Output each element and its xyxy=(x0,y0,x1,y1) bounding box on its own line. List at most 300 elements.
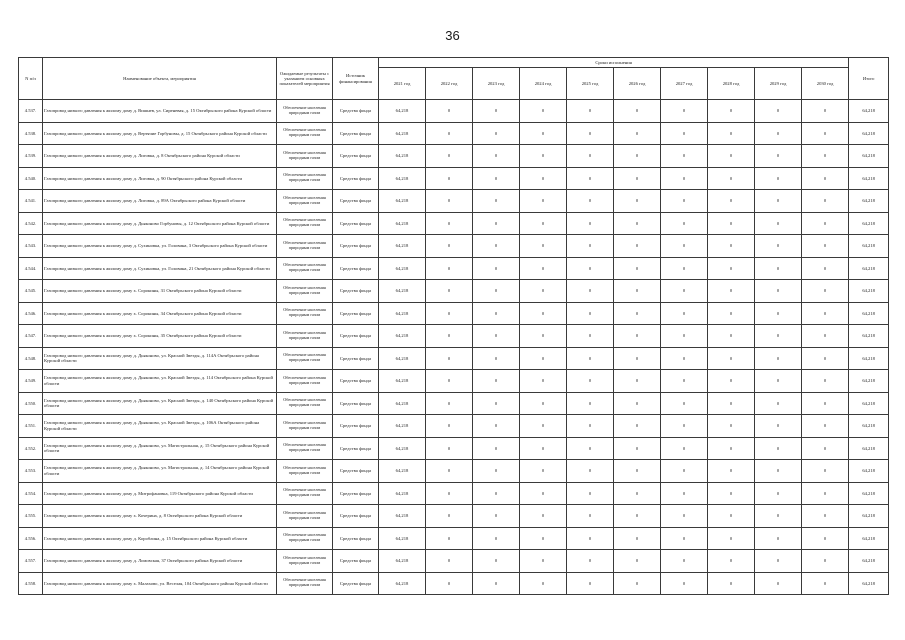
row-year-value: 0 xyxy=(708,572,755,595)
row-year-value: 0 xyxy=(661,347,708,370)
row-object-name: Газопровод низкого давления к жилому дому д. Лиговка, д. 90 Октябрьского района Курской области xyxy=(43,167,277,190)
header-year: 2029 год xyxy=(755,68,802,100)
row-funding-source: Средства фонда xyxy=(333,527,379,550)
row-year-value: 0 xyxy=(473,257,520,280)
row-year-value: 0 xyxy=(708,235,755,258)
row-expected-result: Обеспечение населения природным газом xyxy=(277,415,333,438)
row-number: 4.556. xyxy=(19,527,43,550)
row-object-name: Газопровод низкого давления к жилому дому х. Сорокины, 35 Октябрьского района Курской области xyxy=(43,325,277,348)
row-year-value: 0 xyxy=(473,145,520,168)
row-funding-source: Средства фонда xyxy=(333,347,379,370)
row-number: 4.541. xyxy=(19,190,43,213)
row-total: 64,218 xyxy=(849,482,889,505)
row-year-value: 0 xyxy=(473,280,520,303)
row-year-value: 0 xyxy=(567,572,614,595)
row-year-value: 0 xyxy=(520,460,567,483)
row-total: 64,218 xyxy=(849,257,889,280)
row-year-value: 0 xyxy=(802,370,849,393)
row-year-value: 0 xyxy=(708,325,755,348)
row-year-value: 0 xyxy=(802,235,849,258)
table-row xyxy=(19,392,889,415)
row-object-name: Газопровод низкого давления к жилому дому д. Лиговка, д. 89А Октябрьского района Курской области xyxy=(43,190,277,213)
row-total: 64,218 xyxy=(849,505,889,528)
row-object-name: Газопровод низкого давления к жилому дому д. Лиговка, д. 8 Октябрьского района Курской области xyxy=(43,145,277,168)
row-year-value: 0 xyxy=(473,572,520,595)
row-year-value: 0 xyxy=(567,415,614,438)
row-year-value: 0 xyxy=(520,257,567,280)
row-number: 4.553. xyxy=(19,460,43,483)
row-year-value: 0 xyxy=(614,572,661,595)
row-year-value: 0 xyxy=(520,100,567,123)
row-year-value: 0 xyxy=(567,257,614,280)
row-number: 4.554. xyxy=(19,482,43,505)
row-total: 64,218 xyxy=(849,370,889,393)
row-funding-source: Средства фонда xyxy=(333,235,379,258)
row-total: 64,218 xyxy=(849,167,889,190)
table-row xyxy=(19,145,889,168)
row-year-value: 0 xyxy=(661,370,708,393)
row-year-value: 0 xyxy=(567,482,614,505)
row-year-value: 0 xyxy=(426,257,473,280)
row-year-value: 0 xyxy=(708,257,755,280)
row-year-value: 0 xyxy=(802,572,849,595)
row-year-value: 0 xyxy=(802,392,849,415)
row-funding-source: Средства фонда xyxy=(333,460,379,483)
program-table xyxy=(18,57,889,595)
header-result: Ожидаемые результаты с указанием основных показателей мероприятия xyxy=(277,58,333,100)
row-year-value: 0 xyxy=(426,392,473,415)
row-funding-source: Средства фонда xyxy=(333,302,379,325)
row-funding-source: Средства фонда xyxy=(333,190,379,213)
table-row xyxy=(19,257,889,280)
row-expected-result: Обеспечение населения природным газом xyxy=(277,212,333,235)
row-number: 4.544. xyxy=(19,257,43,280)
row-funding-source: Средства фонда xyxy=(333,280,379,303)
row-expected-result: Обеспечение населения природным газом xyxy=(277,280,333,303)
row-year-value: 0 xyxy=(473,437,520,460)
table-row xyxy=(19,235,889,258)
row-year-value: 64,218 xyxy=(379,325,426,348)
row-year-value: 0 xyxy=(708,527,755,550)
row-expected-result: Обеспечение населения природным газом xyxy=(277,122,333,145)
row-year-value: 64,218 xyxy=(379,145,426,168)
table-row xyxy=(19,505,889,528)
row-year-value: 64,218 xyxy=(379,212,426,235)
row-total: 64,218 xyxy=(849,437,889,460)
row-year-value: 0 xyxy=(802,190,849,213)
row-year-value: 0 xyxy=(708,100,755,123)
row-total: 64,218 xyxy=(849,325,889,348)
row-total: 64,218 xyxy=(849,302,889,325)
row-year-value: 0 xyxy=(426,167,473,190)
row-year-value: 64,218 xyxy=(379,347,426,370)
row-year-value: 0 xyxy=(802,280,849,303)
row-object-name: Газопровод низкого давления к жилому дому х. Сорокины, 31 Октябрьского района Курской области xyxy=(43,280,277,303)
row-year-value: 0 xyxy=(567,527,614,550)
row-year-value: 0 xyxy=(520,280,567,303)
row-total: 64,218 xyxy=(849,280,889,303)
row-year-value: 0 xyxy=(473,415,520,438)
row-year-value: 0 xyxy=(708,415,755,438)
row-year-value: 64,218 xyxy=(379,527,426,550)
row-object-name: Газопровод низкого давления к жилому дому д. Сухиновка, ул. Головина, 3 Октябрьского района Курской области xyxy=(43,235,277,258)
row-year-value: 0 xyxy=(567,370,614,393)
row-year-value: 0 xyxy=(802,482,849,505)
row-year-value: 0 xyxy=(755,347,802,370)
row-year-value: 0 xyxy=(520,212,567,235)
row-year-value: 0 xyxy=(661,572,708,595)
row-year-value: 0 xyxy=(755,505,802,528)
table-row xyxy=(19,167,889,190)
row-year-value: 0 xyxy=(708,280,755,303)
row-year-value: 0 xyxy=(567,100,614,123)
row-year-value: 64,218 xyxy=(379,122,426,145)
row-year-value: 0 xyxy=(661,257,708,280)
row-year-value: 0 xyxy=(708,505,755,528)
table-row xyxy=(19,550,889,573)
row-funding-source: Средства фонда xyxy=(333,392,379,415)
row-funding-source: Средства фонда xyxy=(333,122,379,145)
row-object-name: Газопровод низкого давления к жилому дому д. Дьяконово, ул. Красной Звезды, д. 114А Октябрьского района Курской области xyxy=(43,347,277,370)
row-year-value: 0 xyxy=(755,280,802,303)
row-year-value: 0 xyxy=(614,347,661,370)
table-row xyxy=(19,347,889,370)
row-year-value: 0 xyxy=(661,437,708,460)
row-year-value: 0 xyxy=(755,550,802,573)
row-year-value: 0 xyxy=(426,235,473,258)
row-number: 4.557. xyxy=(19,550,43,573)
header-source: Источник финансирования xyxy=(333,58,379,100)
row-year-value: 64,218 xyxy=(379,437,426,460)
row-year-value: 0 xyxy=(426,572,473,595)
row-object-name: Газопровод низкого давления к жилому дому х. Кочерина, д. 8 Октябрьского района Курской области xyxy=(43,505,277,528)
row-year-value: 0 xyxy=(520,572,567,595)
row-number: 4.539. xyxy=(19,145,43,168)
row-year-value: 0 xyxy=(520,437,567,460)
row-year-value: 0 xyxy=(567,460,614,483)
row-year-value: 0 xyxy=(661,167,708,190)
row-year-value: 0 xyxy=(755,325,802,348)
row-year-value: 0 xyxy=(567,212,614,235)
table-row xyxy=(19,527,889,550)
row-year-value: 0 xyxy=(661,280,708,303)
row-total: 64,218 xyxy=(849,392,889,415)
row-year-value: 0 xyxy=(614,370,661,393)
row-object-name: Газопровод низкого давления к жилому дому д. Дьяконово, ул. Красной Звезды, д. 114 Октябрьского района Курской области xyxy=(43,370,277,393)
row-year-value: 0 xyxy=(614,325,661,348)
row-year-value: 0 xyxy=(520,190,567,213)
table-row xyxy=(19,415,889,438)
row-year-value: 0 xyxy=(802,505,849,528)
row-object-name: Газопровод низкого давления к жилому дому х. Сорокины, 34 Октябрьского района Курской области xyxy=(43,302,277,325)
header-year: 2021 год xyxy=(379,68,426,100)
row-year-value: 0 xyxy=(661,302,708,325)
row-expected-result: Обеспечение населения природным газом xyxy=(277,235,333,258)
row-year-value: 0 xyxy=(708,550,755,573)
row-year-value: 0 xyxy=(755,437,802,460)
row-expected-result: Обеспечение населения природным газом xyxy=(277,527,333,550)
row-year-value: 0 xyxy=(614,145,661,168)
row-year-value: 0 xyxy=(802,325,849,348)
row-number: 4.555. xyxy=(19,505,43,528)
row-number: 4.549. xyxy=(19,370,43,393)
row-total: 64,218 xyxy=(849,550,889,573)
row-year-value: 0 xyxy=(426,122,473,145)
row-year-value: 64,218 xyxy=(379,572,426,595)
row-year-value: 0 xyxy=(426,505,473,528)
row-year-value: 0 xyxy=(473,212,520,235)
row-funding-source: Средства фонда xyxy=(333,415,379,438)
row-year-value: 0 xyxy=(614,527,661,550)
row-expected-result: Обеспечение населения природным газом xyxy=(277,392,333,415)
row-year-value: 0 xyxy=(567,190,614,213)
row-year-value: 0 xyxy=(473,302,520,325)
row-year-value: 64,218 xyxy=(379,235,426,258)
row-number: 4.540. xyxy=(19,167,43,190)
row-year-value: 0 xyxy=(520,167,567,190)
row-object-name: Газопровод низкого давления к жилому дому д. Короблина, д. 15 Октябрьского района Курской области xyxy=(43,527,277,550)
table-row xyxy=(19,280,889,303)
row-year-value: 0 xyxy=(567,167,614,190)
row-year-value: 0 xyxy=(567,505,614,528)
row-total: 64,218 xyxy=(849,145,889,168)
table-row xyxy=(19,302,889,325)
row-year-value: 0 xyxy=(755,370,802,393)
row-year-value: 0 xyxy=(802,460,849,483)
row-funding-source: Средства фонда xyxy=(333,167,379,190)
row-year-value: 0 xyxy=(614,257,661,280)
row-year-value: 0 xyxy=(755,572,802,595)
row-year-value: 64,218 xyxy=(379,505,426,528)
row-year-value: 0 xyxy=(802,302,849,325)
row-funding-source: Средства фонда xyxy=(333,482,379,505)
row-year-value: 0 xyxy=(426,482,473,505)
row-year-value: 0 xyxy=(661,392,708,415)
row-number: 4.550. xyxy=(19,392,43,415)
row-year-value: 0 xyxy=(755,415,802,438)
row-year-value: 64,218 xyxy=(379,460,426,483)
row-funding-source: Средства фонда xyxy=(333,257,379,280)
row-year-value: 0 xyxy=(426,527,473,550)
row-funding-source: Средства фонда xyxy=(333,100,379,123)
row-object-name: Газопровод низкого давления к жилому дому д. Ломовская, 37 Октябрьского района Курской области xyxy=(43,550,277,573)
row-year-value: 0 xyxy=(708,212,755,235)
header-num: N п/п xyxy=(19,58,43,100)
row-year-value: 0 xyxy=(473,100,520,123)
row-year-value: 0 xyxy=(661,100,708,123)
header-year: 2028 год xyxy=(708,68,755,100)
row-year-value: 0 xyxy=(426,460,473,483)
row-year-value: 0 xyxy=(473,190,520,213)
row-funding-source: Средства фонда xyxy=(333,505,379,528)
row-object-name: Газопровод низкого давления к жилому дому д. Дьяконово, ул. Красной Звезды, д. 140 Октябрьского района Курской области xyxy=(43,392,277,415)
row-object-name: Газопровод низкого давления к жилому дому д. Дьяконово, ул. Магистральная, д. 15 Октябрьского района Курской области xyxy=(43,437,277,460)
row-total: 64,218 xyxy=(849,100,889,123)
row-year-value: 0 xyxy=(567,122,614,145)
row-number: 4.546. xyxy=(19,302,43,325)
row-year-value: 0 xyxy=(802,122,849,145)
row-year-value: 0 xyxy=(614,460,661,483)
row-year-value: 0 xyxy=(520,325,567,348)
row-total: 64,218 xyxy=(849,212,889,235)
row-year-value: 0 xyxy=(426,212,473,235)
row-year-value: 0 xyxy=(661,527,708,550)
row-year-value: 0 xyxy=(708,370,755,393)
row-year-value: 0 xyxy=(614,280,661,303)
row-year-value: 0 xyxy=(802,257,849,280)
row-year-value: 0 xyxy=(520,550,567,573)
row-number: 4.548. xyxy=(19,347,43,370)
row-year-value: 64,218 xyxy=(379,550,426,573)
row-year-value: 64,218 xyxy=(379,257,426,280)
row-year-value: 0 xyxy=(426,145,473,168)
row-expected-result: Обеспечение населения природным газом xyxy=(277,302,333,325)
row-expected-result: Обеспечение населения природным газом xyxy=(277,347,333,370)
row-year-value: 0 xyxy=(567,347,614,370)
row-year-value: 0 xyxy=(708,460,755,483)
table-row xyxy=(19,370,889,393)
row-number: 4.551. xyxy=(19,415,43,438)
row-year-value: 64,218 xyxy=(379,190,426,213)
row-year-value: 0 xyxy=(473,122,520,145)
row-year-value: 0 xyxy=(755,145,802,168)
row-year-value: 0 xyxy=(755,302,802,325)
row-total: 64,218 xyxy=(849,347,889,370)
row-expected-result: Обеспечение населения природным газом xyxy=(277,325,333,348)
row-year-value: 0 xyxy=(614,437,661,460)
row-total: 64,218 xyxy=(849,190,889,213)
row-year-value: 0 xyxy=(661,325,708,348)
row-year-value: 0 xyxy=(426,100,473,123)
row-year-value: 0 xyxy=(426,415,473,438)
row-year-value: 0 xyxy=(567,392,614,415)
table-row xyxy=(19,437,889,460)
row-year-value: 0 xyxy=(473,527,520,550)
row-number: 4.543. xyxy=(19,235,43,258)
header-period-group: Сроки исполнения xyxy=(379,58,849,68)
row-year-value: 0 xyxy=(802,212,849,235)
row-year-value: 0 xyxy=(802,437,849,460)
row-year-value: 0 xyxy=(802,145,849,168)
row-year-value: 0 xyxy=(426,550,473,573)
row-year-value: 0 xyxy=(614,482,661,505)
row-year-value: 0 xyxy=(661,145,708,168)
row-number: 4.537. xyxy=(19,100,43,123)
row-year-value: 0 xyxy=(473,392,520,415)
row-year-value: 0 xyxy=(426,302,473,325)
table-row xyxy=(19,122,889,145)
table-row xyxy=(19,572,889,595)
row-year-value: 0 xyxy=(520,235,567,258)
row-year-value: 0 xyxy=(567,325,614,348)
row-year-value: 0 xyxy=(755,392,802,415)
row-year-value: 0 xyxy=(755,235,802,258)
header-year: 2022 год xyxy=(426,68,473,100)
header-name: Наименование объекта, мероприятия xyxy=(43,58,277,100)
header-year: 2025 год xyxy=(567,68,614,100)
row-year-value: 0 xyxy=(520,302,567,325)
row-year-value: 0 xyxy=(708,145,755,168)
row-year-value: 0 xyxy=(520,415,567,438)
row-expected-result: Обеспечение населения природным газом xyxy=(277,190,333,213)
row-year-value: 0 xyxy=(567,280,614,303)
row-object-name: Газопровод низкого давления к жилому дому д. Дьяконово, ул. Красной Звезды, д. 106А Октябрьского района Курской области xyxy=(43,415,277,438)
row-year-value: 0 xyxy=(755,167,802,190)
row-year-value: 0 xyxy=(661,460,708,483)
row-year-value: 64,218 xyxy=(379,302,426,325)
row-year-value: 0 xyxy=(567,302,614,325)
row-year-value: 0 xyxy=(473,482,520,505)
row-year-value: 0 xyxy=(614,505,661,528)
row-year-value: 0 xyxy=(520,370,567,393)
row-year-value: 0 xyxy=(520,505,567,528)
row-year-value: 64,218 xyxy=(379,167,426,190)
row-year-value: 0 xyxy=(520,482,567,505)
row-expected-result: Обеспечение населения природным газом xyxy=(277,550,333,573)
table-row xyxy=(19,460,889,483)
row-expected-result: Обеспечение населения природным газом xyxy=(277,100,333,123)
row-year-value: 0 xyxy=(567,437,614,460)
row-year-value: 0 xyxy=(708,190,755,213)
row-number: 4.545. xyxy=(19,280,43,303)
row-total: 64,218 xyxy=(849,527,889,550)
row-year-value: 0 xyxy=(473,550,520,573)
row-year-value: 0 xyxy=(708,167,755,190)
row-year-value: 0 xyxy=(614,100,661,123)
row-year-value: 0 xyxy=(473,235,520,258)
row-year-value: 0 xyxy=(614,550,661,573)
row-year-value: 0 xyxy=(473,505,520,528)
header-year: 2027 год xyxy=(661,68,708,100)
table-row xyxy=(19,100,889,123)
row-year-value: 0 xyxy=(614,415,661,438)
row-year-value: 0 xyxy=(755,190,802,213)
row-year-value: 0 xyxy=(661,212,708,235)
header-year: 2023 год xyxy=(473,68,520,100)
table-row xyxy=(19,482,889,505)
row-year-value: 0 xyxy=(802,347,849,370)
row-year-value: 0 xyxy=(473,347,520,370)
row-year-value: 0 xyxy=(426,437,473,460)
row-number: 4.547. xyxy=(19,325,43,348)
row-total: 64,218 xyxy=(849,572,889,595)
header-total: Итого xyxy=(849,58,889,100)
row-expected-result: Обеспечение населения природным газом xyxy=(277,505,333,528)
row-funding-source: Средства фонда xyxy=(333,437,379,460)
row-year-value: 0 xyxy=(661,415,708,438)
row-year-value: 0 xyxy=(614,235,661,258)
row-year-value: 0 xyxy=(708,392,755,415)
row-year-value: 0 xyxy=(708,302,755,325)
row-year-value: 0 xyxy=(802,527,849,550)
row-total: 64,218 xyxy=(849,235,889,258)
row-expected-result: Обеспечение населения природным газом xyxy=(277,460,333,483)
row-year-value: 0 xyxy=(567,235,614,258)
row-funding-source: Средства фонда xyxy=(333,370,379,393)
row-year-value: 0 xyxy=(661,235,708,258)
row-year-value: 0 xyxy=(614,122,661,145)
row-year-value: 0 xyxy=(755,460,802,483)
row-year-value: 0 xyxy=(473,325,520,348)
row-year-value: 0 xyxy=(426,325,473,348)
row-year-value: 64,218 xyxy=(379,415,426,438)
row-year-value: 0 xyxy=(755,212,802,235)
row-total: 64,218 xyxy=(849,460,889,483)
row-year-value: 0 xyxy=(661,505,708,528)
row-total: 64,218 xyxy=(849,415,889,438)
row-expected-result: Обеспечение населения природным газом xyxy=(277,145,333,168)
row-year-value: 0 xyxy=(520,145,567,168)
